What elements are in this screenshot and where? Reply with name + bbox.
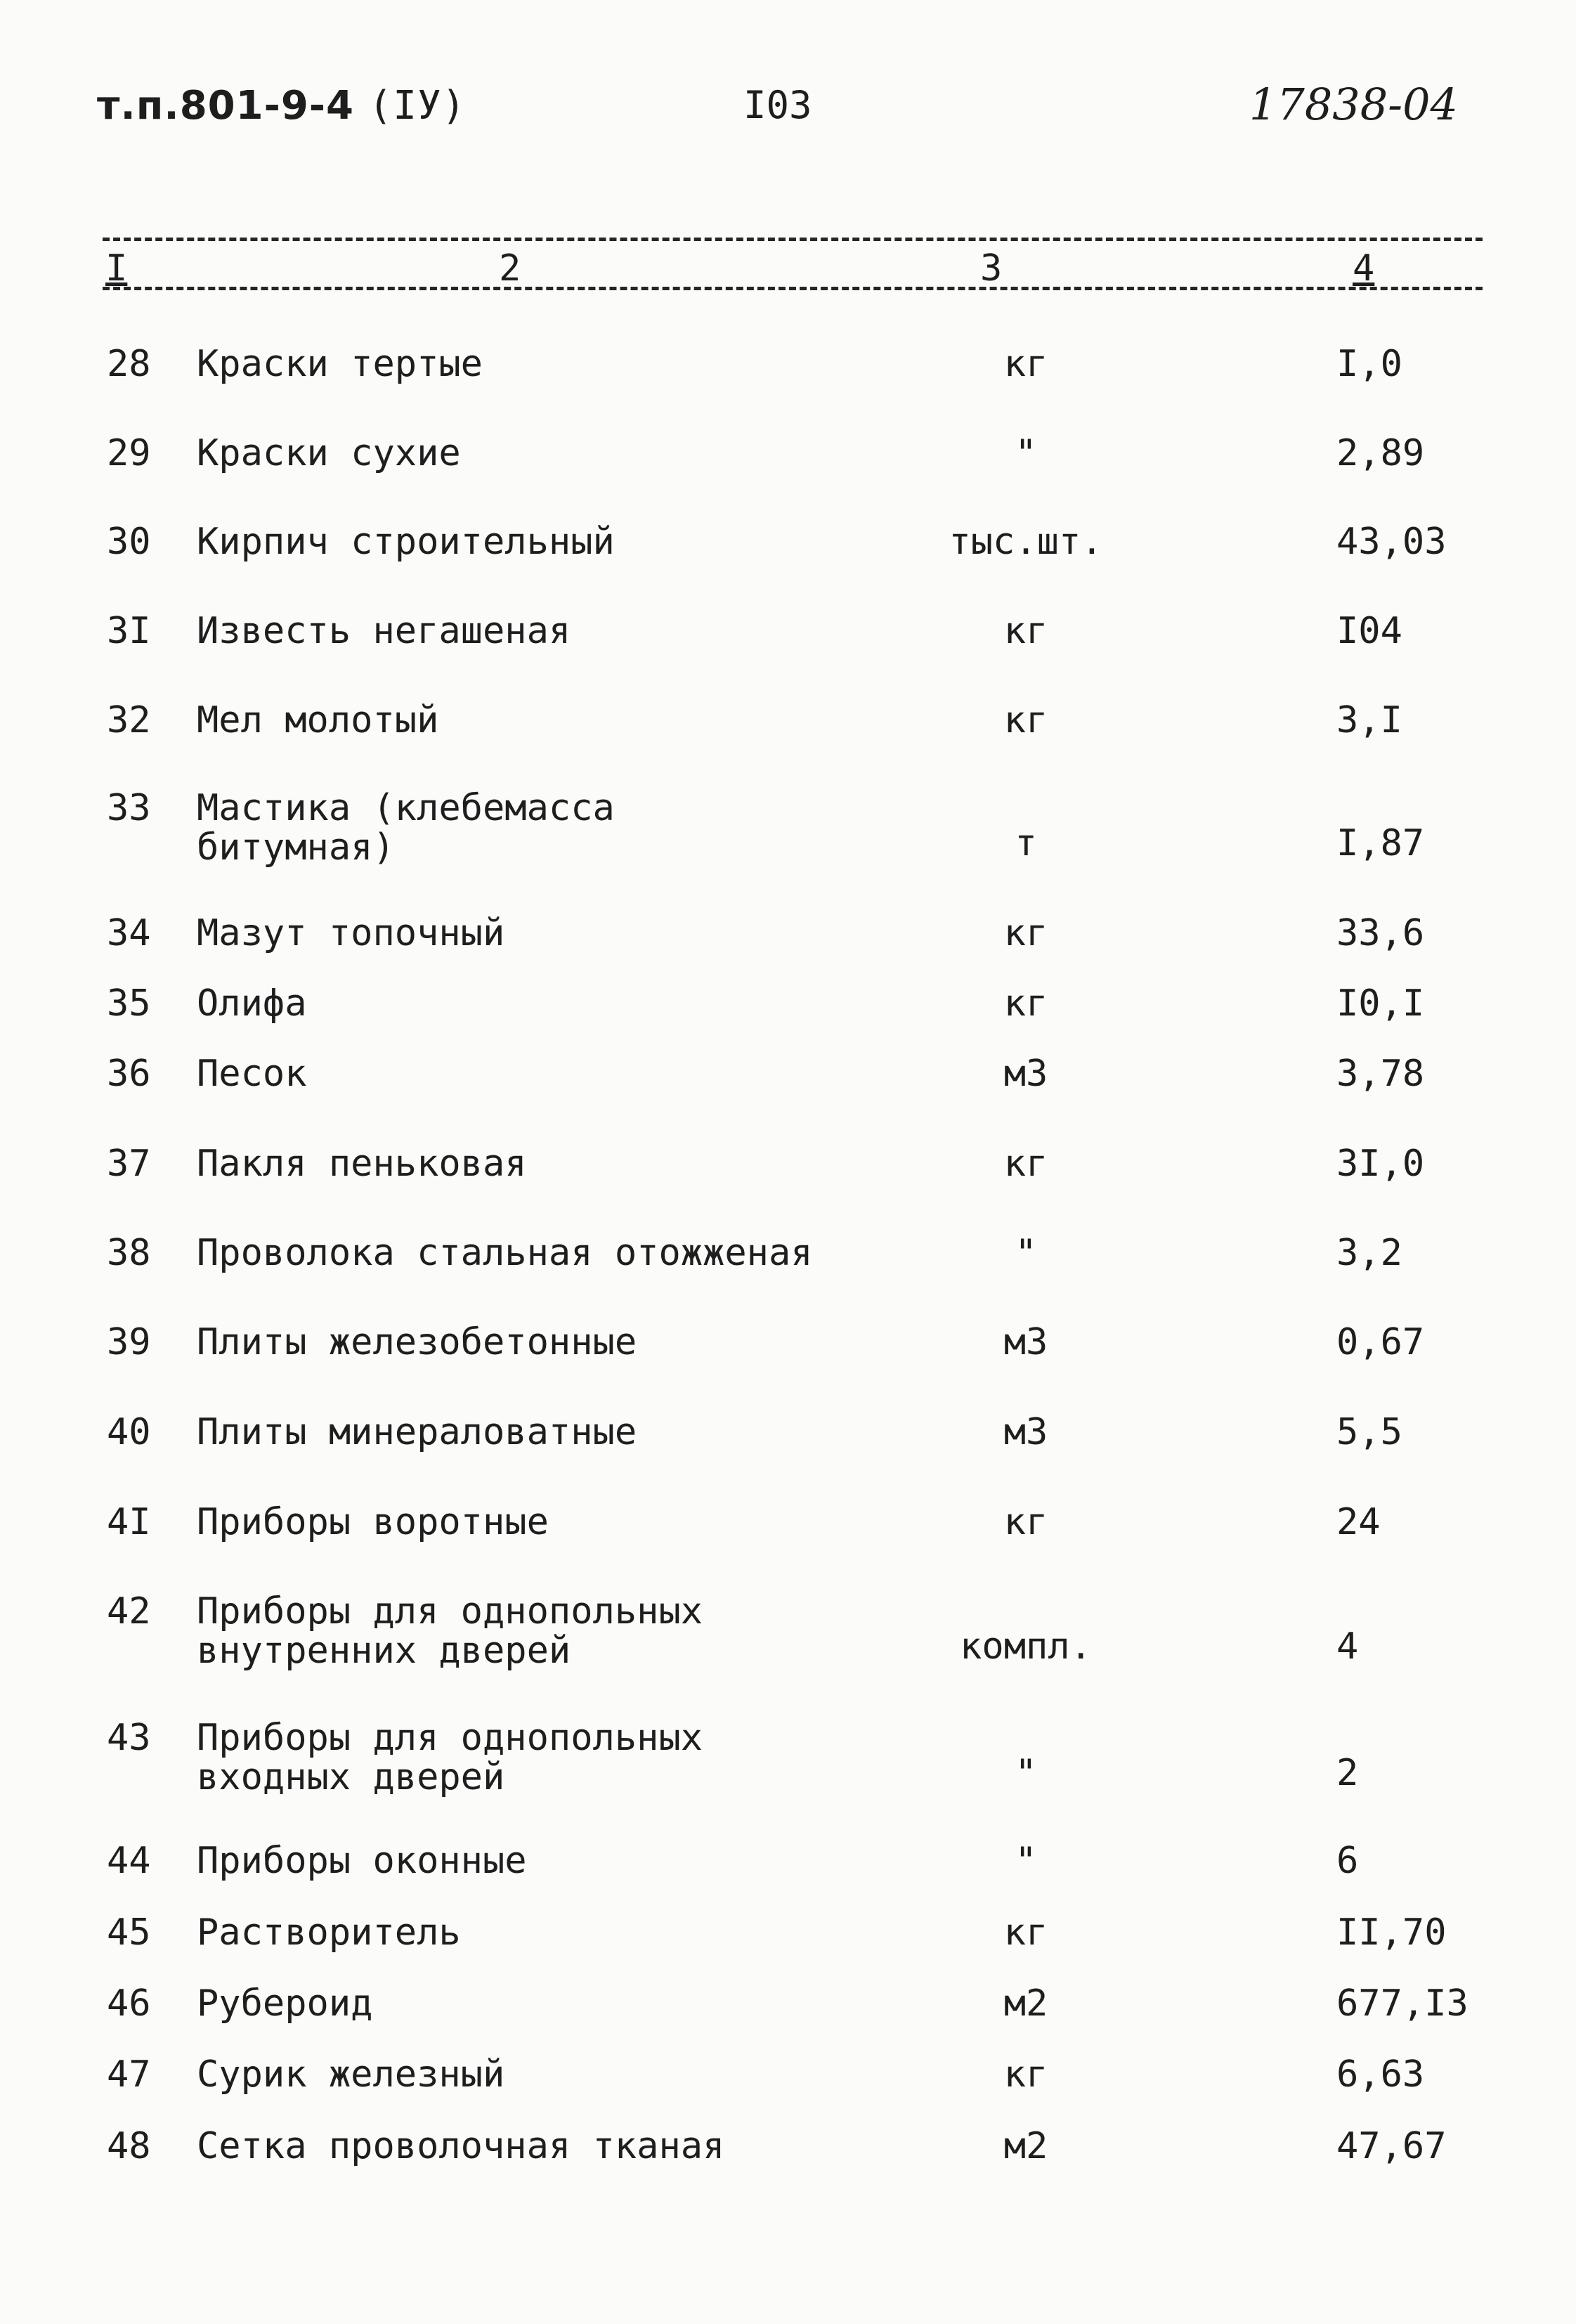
row-material-name: Краски тертые bbox=[197, 343, 483, 385]
row-unit: кг bbox=[1003, 343, 1048, 385]
column-header-3: 3 bbox=[980, 247, 1003, 290]
row-unit: " bbox=[1015, 1752, 1037, 1794]
row-unit: кг bbox=[1003, 699, 1048, 741]
row-unit: " bbox=[1015, 432, 1037, 474]
row-quantity: 3,78 bbox=[1336, 1053, 1425, 1095]
row-quantity: 24 bbox=[1336, 1501, 1381, 1543]
row-unit: м3 bbox=[1003, 1411, 1048, 1453]
document-code-text: т.п.801-9-4 bbox=[97, 83, 355, 129]
row-quantity: 2 bbox=[1336, 1752, 1359, 1794]
column-header-1: I bbox=[105, 247, 128, 290]
row-unit: кг bbox=[1003, 1143, 1048, 1185]
row-quantity: 47,67 bbox=[1336, 2125, 1447, 2167]
row-material-name: Краски сухие bbox=[197, 432, 461, 474]
row-number: 44 bbox=[107, 1840, 151, 1882]
row-material-name: Сетка проволочная тканая bbox=[197, 2125, 725, 2167]
document-code bbox=[97, 83, 466, 129]
row-quantity: 3I,0 bbox=[1336, 1143, 1425, 1185]
row-quantity: I,87 bbox=[1336, 822, 1425, 864]
column-header-4: 4 bbox=[1353, 247, 1375, 290]
row-quantity: 43,03 bbox=[1336, 521, 1447, 563]
row-material-name: Рубероид bbox=[197, 1982, 373, 2025]
row-material-name: Кирпич строительный bbox=[197, 521, 615, 563]
table-top-divider bbox=[103, 238, 1483, 241]
row-material-name: Мазут топочный bbox=[197, 912, 505, 954]
row-material-name: Мел молотый bbox=[197, 699, 439, 741]
row-quantity: 5,5 bbox=[1336, 1411, 1402, 1453]
row-quantity: 33,6 bbox=[1336, 912, 1425, 954]
row-material-name: Песок bbox=[197, 1053, 307, 1095]
row-unit: м3 bbox=[1003, 1321, 1048, 1363]
row-number: 40 bbox=[107, 1411, 151, 1453]
row-unit: кг bbox=[1003, 912, 1048, 954]
row-material-name: Известь негашеная bbox=[197, 610, 571, 652]
row-unit: " bbox=[1015, 1840, 1037, 1882]
row-quantity: 4 bbox=[1336, 1625, 1359, 1668]
row-number: 28 bbox=[107, 343, 151, 385]
row-unit: м2 bbox=[1003, 1982, 1048, 2025]
page-number: I03 bbox=[743, 83, 812, 127]
column-header-2: 2 bbox=[499, 247, 521, 290]
row-number: 33 bbox=[107, 787, 151, 829]
row-number: 35 bbox=[107, 982, 151, 1025]
row-material-name: Приборы для однопольных внутренних дверей bbox=[197, 1590, 703, 1672]
row-quantity: I04 bbox=[1336, 610, 1402, 652]
row-number: 48 bbox=[107, 2125, 151, 2167]
row-unit: кг bbox=[1003, 2053, 1048, 2096]
row-number: 29 bbox=[107, 432, 151, 474]
row-number: 34 bbox=[107, 912, 151, 954]
table-header-divider bbox=[103, 287, 1483, 290]
row-material-name: Олифа bbox=[197, 982, 307, 1025]
row-material-name: Мастика (клебемасса битумная) bbox=[197, 787, 615, 869]
row-quantity: 0,67 bbox=[1336, 1321, 1425, 1363]
row-number: 3I bbox=[107, 610, 151, 652]
row-material-name: Приборы воротные bbox=[197, 1501, 549, 1543]
row-material-name: Сурик железный bbox=[197, 2053, 505, 2096]
row-number: 39 bbox=[107, 1321, 151, 1363]
row-number: 47 bbox=[107, 2053, 151, 2096]
row-unit: кг bbox=[1003, 1501, 1048, 1543]
row-number: 30 bbox=[107, 521, 151, 563]
row-quantity: 6,63 bbox=[1336, 2053, 1425, 2096]
row-unit: кг bbox=[1003, 1911, 1048, 1954]
row-unit: тыс.шт. bbox=[949, 521, 1103, 563]
row-material-name: Пакля пеньковая bbox=[197, 1143, 527, 1185]
row-quantity: 6 bbox=[1336, 1840, 1359, 1882]
row-quantity: 3,I bbox=[1336, 699, 1402, 741]
row-quantity: I,0 bbox=[1336, 343, 1402, 385]
row-quantity: 2,89 bbox=[1336, 432, 1425, 474]
row-material-name: Приборы для однопольных входных дверей bbox=[197, 1717, 703, 1798]
row-material-name: Проволока стальная отожженая bbox=[197, 1232, 813, 1274]
row-unit: кг bbox=[1003, 610, 1048, 652]
row-quantity: 677,I3 bbox=[1336, 1982, 1468, 2025]
document-code-suffix: (IУ) bbox=[368, 83, 467, 129]
row-unit: м3 bbox=[1003, 1053, 1048, 1095]
row-number: 32 bbox=[107, 699, 151, 741]
row-unit: " bbox=[1015, 1232, 1037, 1274]
row-unit: компл. bbox=[960, 1625, 1092, 1668]
row-number: 37 bbox=[107, 1143, 151, 1185]
row-number: 46 bbox=[107, 1982, 151, 2025]
row-number: 43 bbox=[107, 1717, 151, 1759]
row-material-name: Плиты железобетонные bbox=[197, 1321, 637, 1363]
row-material-name: Плиты минераловатные bbox=[197, 1411, 637, 1453]
row-number: 45 bbox=[107, 1911, 151, 1954]
row-number: 38 bbox=[107, 1232, 151, 1274]
row-unit: м2 bbox=[1003, 2125, 1048, 2167]
row-unit: т bbox=[1015, 822, 1037, 864]
document-number: 17838-04 bbox=[1249, 79, 1458, 130]
row-material-name: Растворитель bbox=[197, 1911, 461, 1954]
row-unit: кг bbox=[1003, 982, 1048, 1025]
row-quantity: 3,2 bbox=[1336, 1232, 1402, 1274]
row-number: 42 bbox=[107, 1590, 151, 1632]
row-number: 4I bbox=[107, 1501, 151, 1543]
row-number: 36 bbox=[107, 1053, 151, 1095]
row-quantity: II,70 bbox=[1336, 1911, 1447, 1954]
row-quantity: I0,I bbox=[1336, 982, 1425, 1025]
row-material-name: Приборы оконные bbox=[197, 1840, 527, 1882]
